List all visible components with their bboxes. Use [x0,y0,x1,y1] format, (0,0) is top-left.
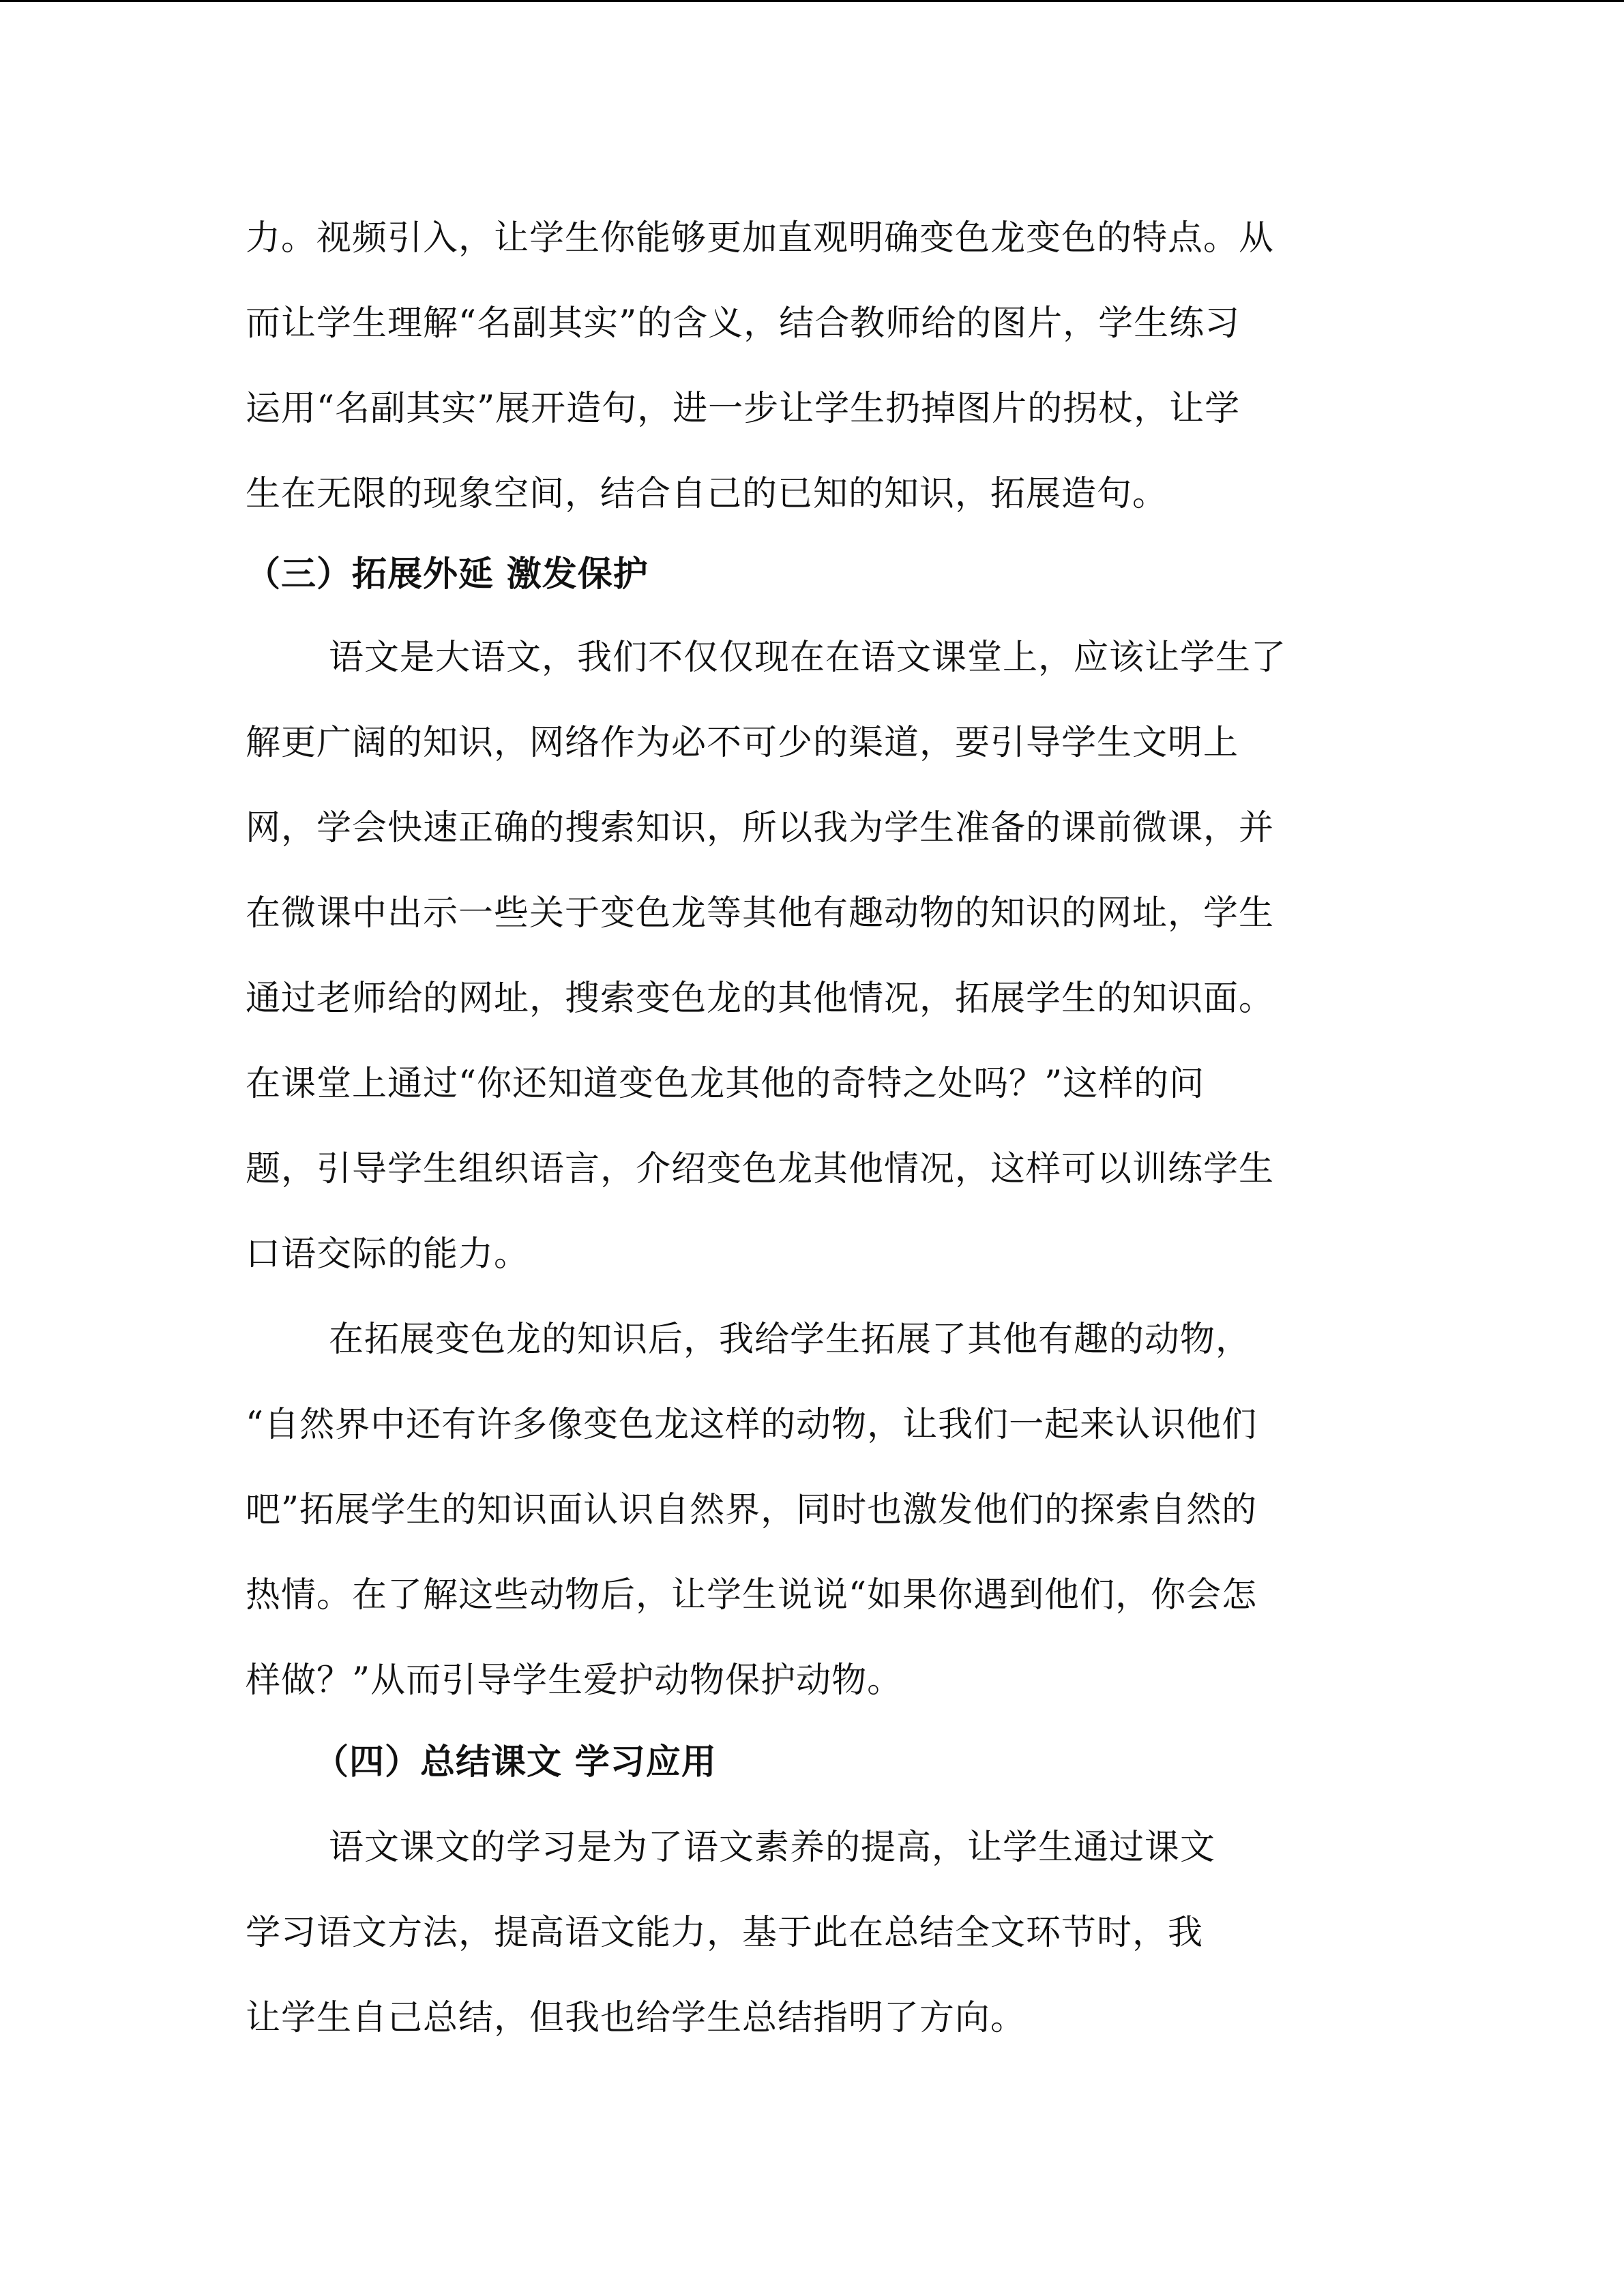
paragraph-1-line-2: 而让学生理解“名副其实”的含义，结合教师给的图片，学生练习 [246,303,1241,344]
paragraph-3-line-5: 样做？”从而引导学生爱护动物保护动物。 [246,1660,903,1701]
paragraph-1-line-4: 生在无限的现象空间，结合自己的已知的知识，拓展造句。 [246,474,1168,514]
paragraph-1-line-1: 力。视频引入，让学生你能够更加直观明确变色龙变色的特点。从 [246,218,1275,258]
paragraph-1-line-3: 运用“名副其实”展开造句，进一步让学生扔掉图片的拐杖，让学 [246,389,1241,429]
section-heading-3: （三）拓展外延 激发保护 [246,554,649,595]
paragraph-4-line-2: 学习语文方法，提高语文能力，基于此在总结全文环节时，我 [246,1913,1204,1953]
paragraph-2-line-8: 口语交际的能力。 [246,1234,530,1274]
paragraph-4-line-1: 语文课文的学习是为了语文素养的提高，让学生通过课文 [329,1828,1216,1868]
paragraph-2-line-6: 在课堂上通过“你还知道变色龙其他的奇特之处吗？”这样的问 [246,1064,1205,1104]
paragraph-2-line-3: 网，学会快速正确的搜索知识，所以我为学生准备的课前微课，并 [246,808,1275,848]
paragraph-2-line-1: 语文是大语文，我们不仅仅现在在语文课堂上，应该让学生了 [329,638,1287,678]
paragraph-2-line-7: 题，引导学生组织语言，介绍变色龙其他情况，这样可以训练学生 [246,1149,1275,1189]
page-top-border [0,0,1624,2]
paragraph-3-line-1: 在拓展变色龙的知识后，我给学生拓展了其他有趣的动物， [329,1320,1252,1360]
paragraph-3-line-2: “自然界中还有许多像变色龙这样的动物，让我们一起来认识他们 [246,1405,1258,1445]
paragraph-2-line-2: 解更广阔的知识，网络作为必不可少的渠道，要引导学生文明上 [246,723,1239,763]
paragraph-3-line-4: 热情。在了解这些动物后，让学生说说“如果你遇到他们，你会怎 [246,1575,1258,1615]
paragraph-2-line-5: 通过老师给的网址，搜索变色龙的其他情况，拓展学生的知识面。 [246,979,1275,1019]
paragraph-2-line-4: 在微课中出示一些关于变色龙等其他有趣动物的知识的网址，学生 [246,893,1275,934]
paragraph-4-line-3: 让学生自己总结，但我也给学生总结指明了方向。 [246,1998,1027,2038]
paragraph-3-line-3: 吧”拓展学生的知识面认识自然界，同时也激发他们的探索自然的 [246,1490,1258,1530]
section-heading-4: （四）总结课文 学习应用 [314,1742,717,1783]
